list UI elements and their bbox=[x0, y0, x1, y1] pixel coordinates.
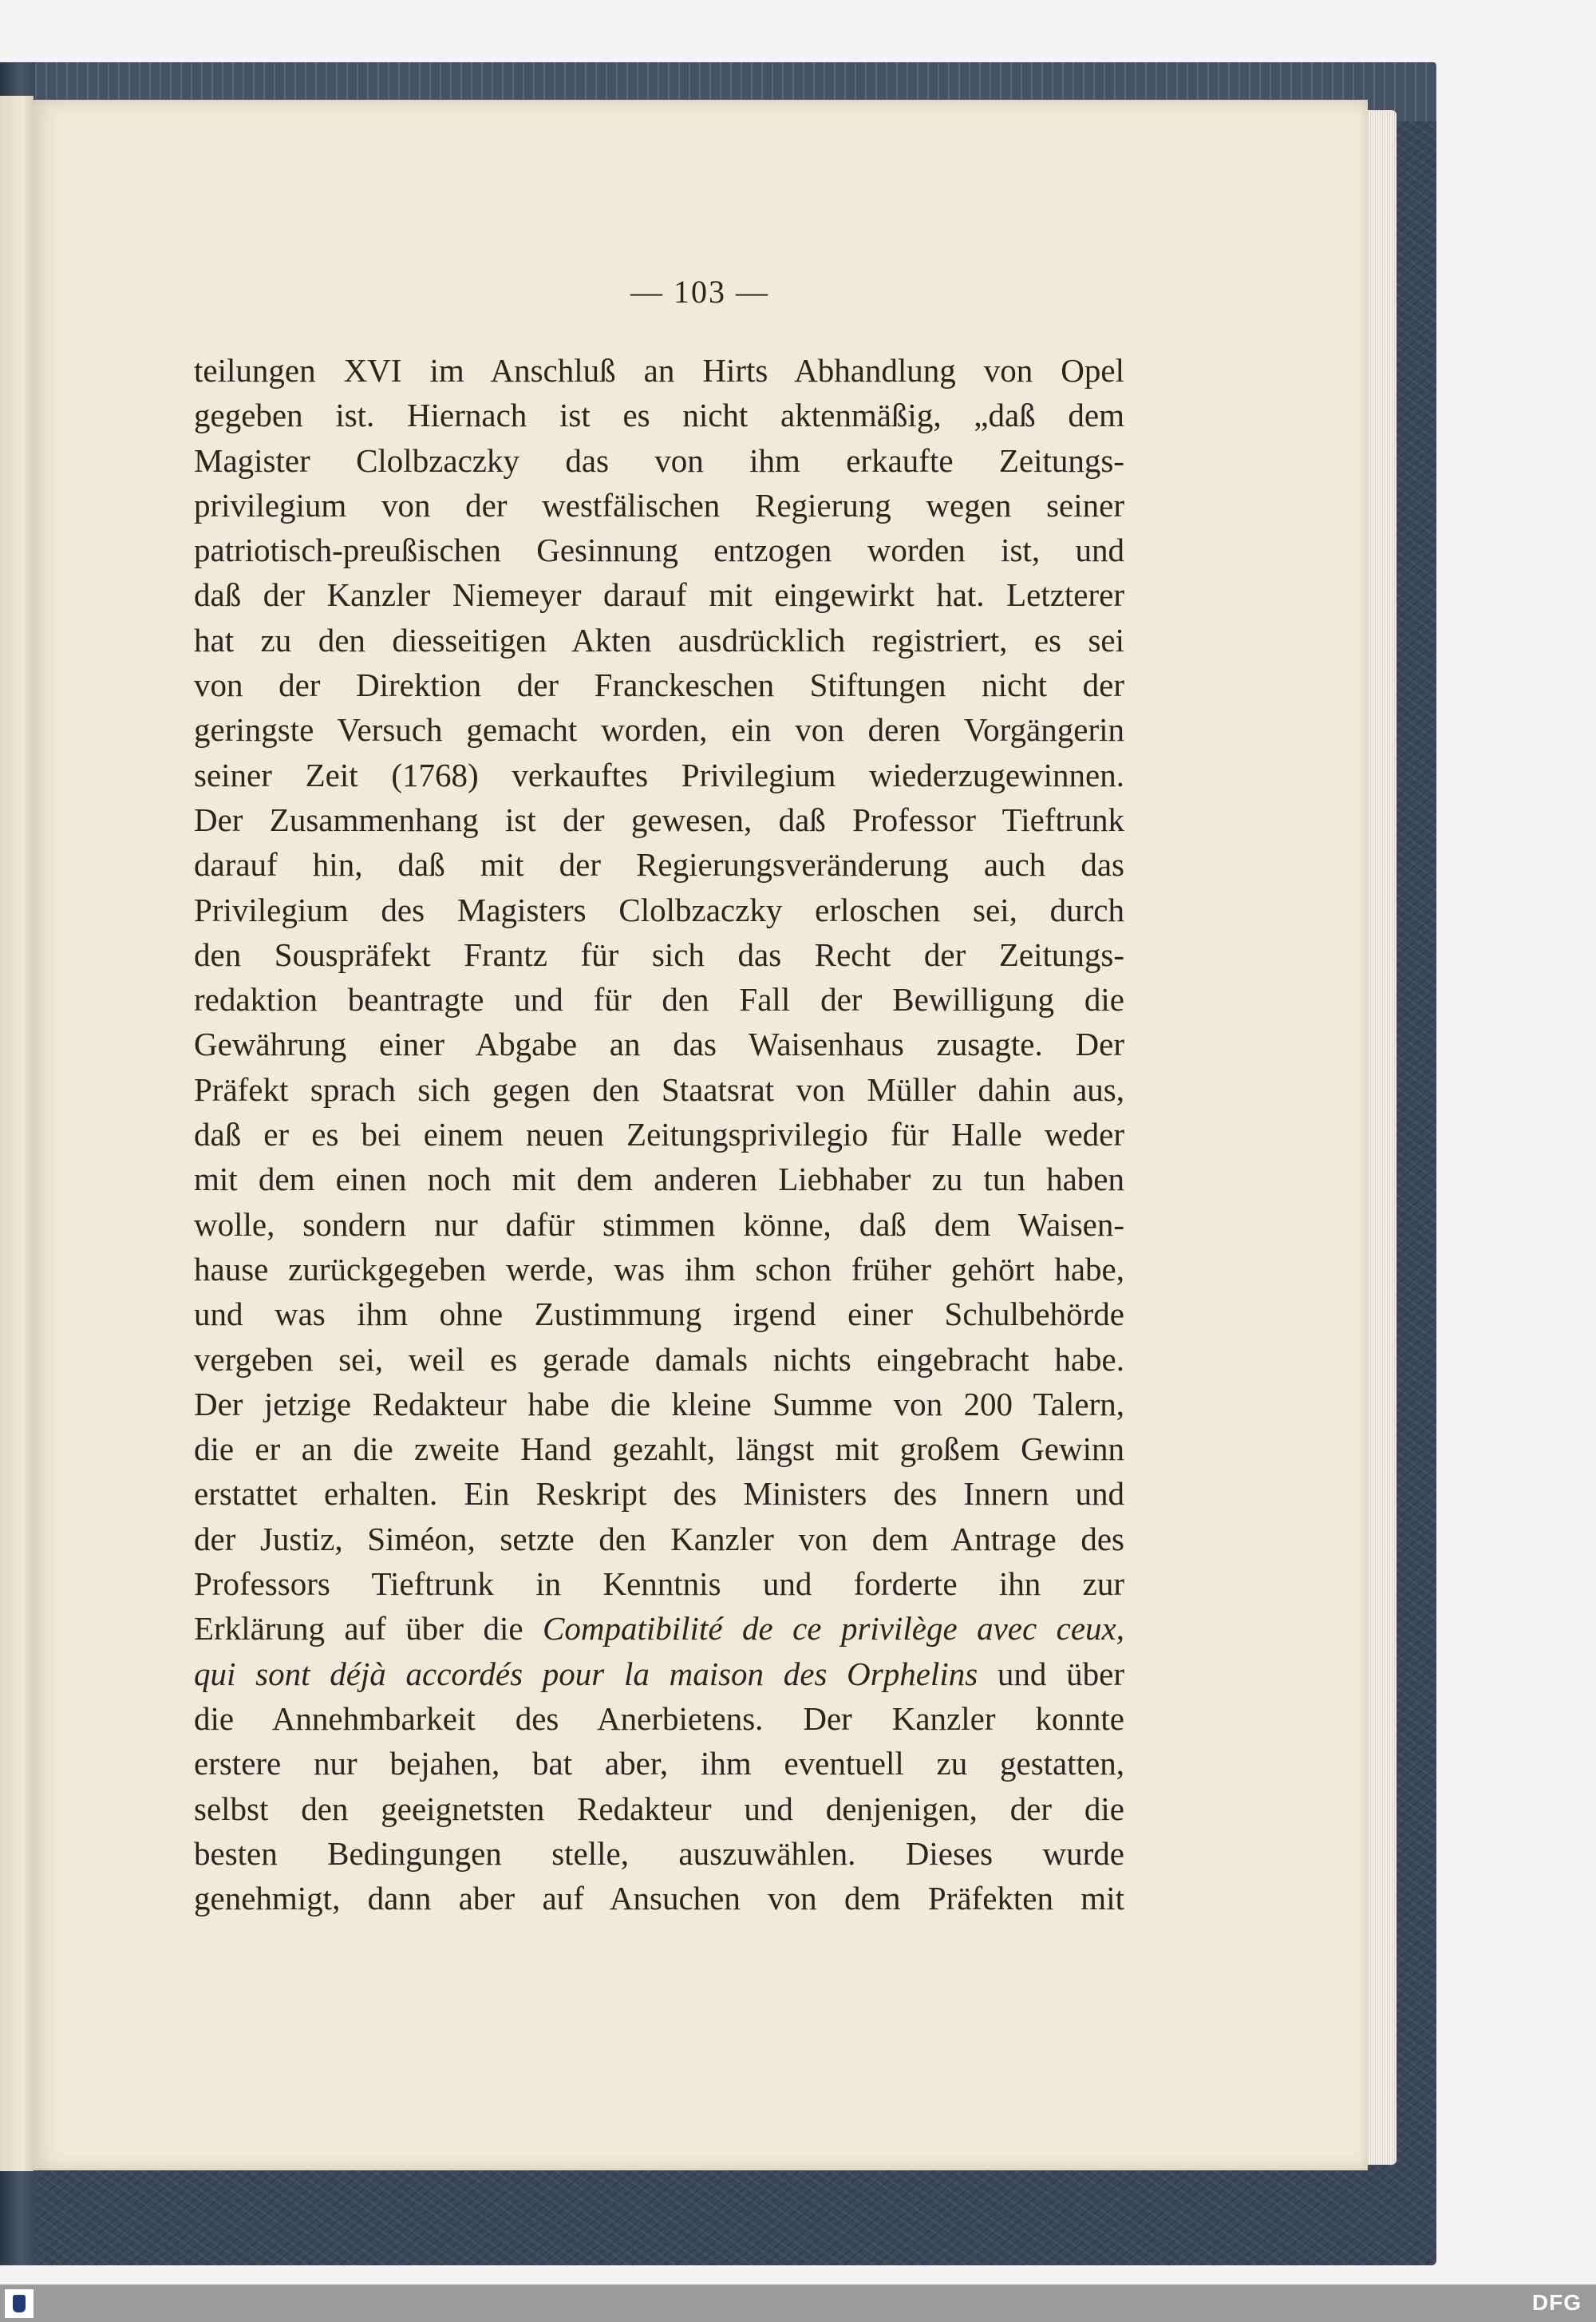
text-line bbox=[194, 753, 1124, 797]
body-text bbox=[194, 348, 1124, 1920]
text-run: besten Bedingungen stelle, auszuwählen. Dieses wurde bbox=[194, 1834, 1124, 1872]
left-page-edge bbox=[0, 96, 34, 2171]
page-number: — 103 — bbox=[630, 274, 769, 310]
text-run: mit dem einen noch mit dem anderen Liebhaber zu tun haben bbox=[194, 1161, 1124, 1198]
text-run: von der Direktion der Franckeschen Stiftungen nicht der bbox=[194, 667, 1124, 704]
text-line bbox=[194, 1247, 1124, 1292]
text-line bbox=[194, 1696, 1124, 1741]
text-run: hause zurückgegeben werde, was ihm schon früher gehört habe, bbox=[194, 1250, 1124, 1288]
text-run: daß der Kanzler Niemeyer darauf mit eingewirkt hat. Letzterer bbox=[194, 576, 1124, 614]
text-line bbox=[194, 1606, 1124, 1651]
text-run: daß er es bei einem neuen Zeitungsprivilegio für Halle weder bbox=[194, 1116, 1124, 1153]
text-line bbox=[194, 842, 1124, 887]
text-line bbox=[194, 1471, 1124, 1516]
text-line bbox=[194, 977, 1124, 1022]
viewer-footer-bar bbox=[0, 2284, 1596, 2322]
text-line bbox=[194, 528, 1124, 572]
text-run: erstere nur bejahen, bat aber, ihm eventuell zu gestatten, bbox=[194, 1745, 1124, 1782]
dfg-logo: DFG bbox=[1531, 2290, 1582, 2315]
text-line bbox=[194, 438, 1124, 483]
text-line bbox=[194, 707, 1124, 752]
text-run: hat zu den diesseitigen Akten ausdrücklich registriert, es sei bbox=[194, 621, 1124, 659]
text-run: Der jetzige Redakteur habe die kleine Summe von 200 Talern, bbox=[194, 1385, 1124, 1422]
text-line bbox=[194, 1741, 1124, 1786]
italic-phrase: qui sont déjà accordés pour la maison des Orphelins bbox=[194, 1655, 978, 1692]
text-line bbox=[194, 1337, 1124, 1382]
text-line bbox=[194, 932, 1124, 977]
crest-shape bbox=[13, 2295, 26, 2312]
text-run: Professors Tieftrunk in Kenntnis und forderte ihn zur bbox=[194, 1565, 1124, 1603]
text-run: gegeben ist. Hiernach ist es nicht aktenmäßig, „daß dem bbox=[194, 397, 1124, 434]
text-run: die Annehmbarkeit des Anerbietens. Der Kanzler konnte bbox=[194, 1699, 1124, 1737]
text-run: erstattet erhalten. Ein Reskript des Ministers des Innern und bbox=[194, 1475, 1124, 1513]
page-edge-stack bbox=[1366, 110, 1396, 2165]
text-run: wolle, sondern nur dafür stimmen könne, daß dem Waisen- bbox=[194, 1205, 1124, 1243]
text-line bbox=[194, 572, 1124, 617]
text-run: und was ihm ohne Zustimmung irgend einer Schulbehörde bbox=[194, 1295, 1124, 1333]
text-run: redaktion beantragte und für den Fall der Bewilligung die bbox=[194, 981, 1124, 1019]
text-run: vergeben sei, weil es gerade damals nichts eingebracht habe. bbox=[194, 1340, 1124, 1378]
text-line bbox=[194, 1652, 1124, 1696]
text-line bbox=[194, 797, 1124, 842]
text-line bbox=[194, 1157, 1124, 1201]
text-line bbox=[194, 1561, 1124, 1606]
text-run: Gewährung einer Abgabe an das Waisenhaus zusagte. Der bbox=[194, 1026, 1124, 1063]
text-line bbox=[194, 1517, 1124, 1561]
text-run: der Justiz, Siméon, setzte den Kanzler von dem Antrage des bbox=[194, 1520, 1124, 1557]
text-line bbox=[194, 1292, 1124, 1336]
text-line bbox=[194, 618, 1124, 663]
text-line bbox=[194, 1022, 1124, 1066]
italic-phrase: Compatibilité de ce privilège avec ceux, bbox=[543, 1610, 1124, 1648]
text-run: genehmigt, dann aber auf Ansuchen von dem Präfekten mit bbox=[194, 1880, 1124, 1917]
text-run: patriotisch-preußischen Gesinnung entzogen worden ist, und bbox=[194, 532, 1124, 569]
text-line bbox=[194, 1202, 1124, 1247]
text-run: selbst den geeignetsten Redakteur und denjenigen, der die bbox=[194, 1790, 1124, 1827]
text-run: den Souspräfekt Frantz für sich das Recht der Zeitungs- bbox=[194, 936, 1124, 973]
text-line bbox=[194, 1876, 1124, 1920]
text-line bbox=[194, 1831, 1124, 1876]
text-run: geringste Versuch gemacht worden, ein von deren Vorgängerin bbox=[194, 711, 1124, 749]
text-run: privilegium von der westfälischen Regierung wegen seiner bbox=[194, 486, 1124, 524]
text-run: teilungen XVI im Anschluß an Hirts Abhandlung von Opel bbox=[194, 352, 1124, 389]
text-line bbox=[194, 1382, 1124, 1426]
text-run: die er an die zweite Hand gezahlt, längst mit großem Gewinn bbox=[194, 1430, 1124, 1468]
text-line bbox=[194, 1112, 1124, 1157]
text-run: Erklärung auf über die bbox=[194, 1610, 543, 1648]
text-line bbox=[194, 393, 1124, 437]
text-line bbox=[194, 1426, 1124, 1471]
text-run: darauf hin, daß mit der Regierungsveränderung auch das bbox=[194, 846, 1124, 884]
text-line bbox=[194, 1786, 1124, 1831]
text-line bbox=[194, 483, 1124, 528]
text-line bbox=[194, 888, 1124, 932]
text-run: Privilegium des Magisters Clolbzaczky erloschen sei, durch bbox=[194, 891, 1124, 928]
text-line bbox=[194, 663, 1124, 707]
text-run: und über bbox=[978, 1655, 1124, 1692]
text-line bbox=[194, 348, 1124, 393]
text-run: Magister Clolbzaczky das von ihm erkaufte Zeitungs- bbox=[194, 441, 1124, 479]
text-run: seiner Zeit (1768) verkauftes Privilegium wiederzugewinnen. bbox=[194, 756, 1124, 793]
text-run: Der Zusammenhang ist der gewesen, daß Professor Tieftrunk bbox=[194, 801, 1124, 838]
text-run: Präfekt sprach sich gegen den Staatsrat von Müller dahin aus, bbox=[194, 1070, 1124, 1108]
library-crest-icon bbox=[5, 2289, 34, 2318]
text-line bbox=[194, 1067, 1124, 1112]
